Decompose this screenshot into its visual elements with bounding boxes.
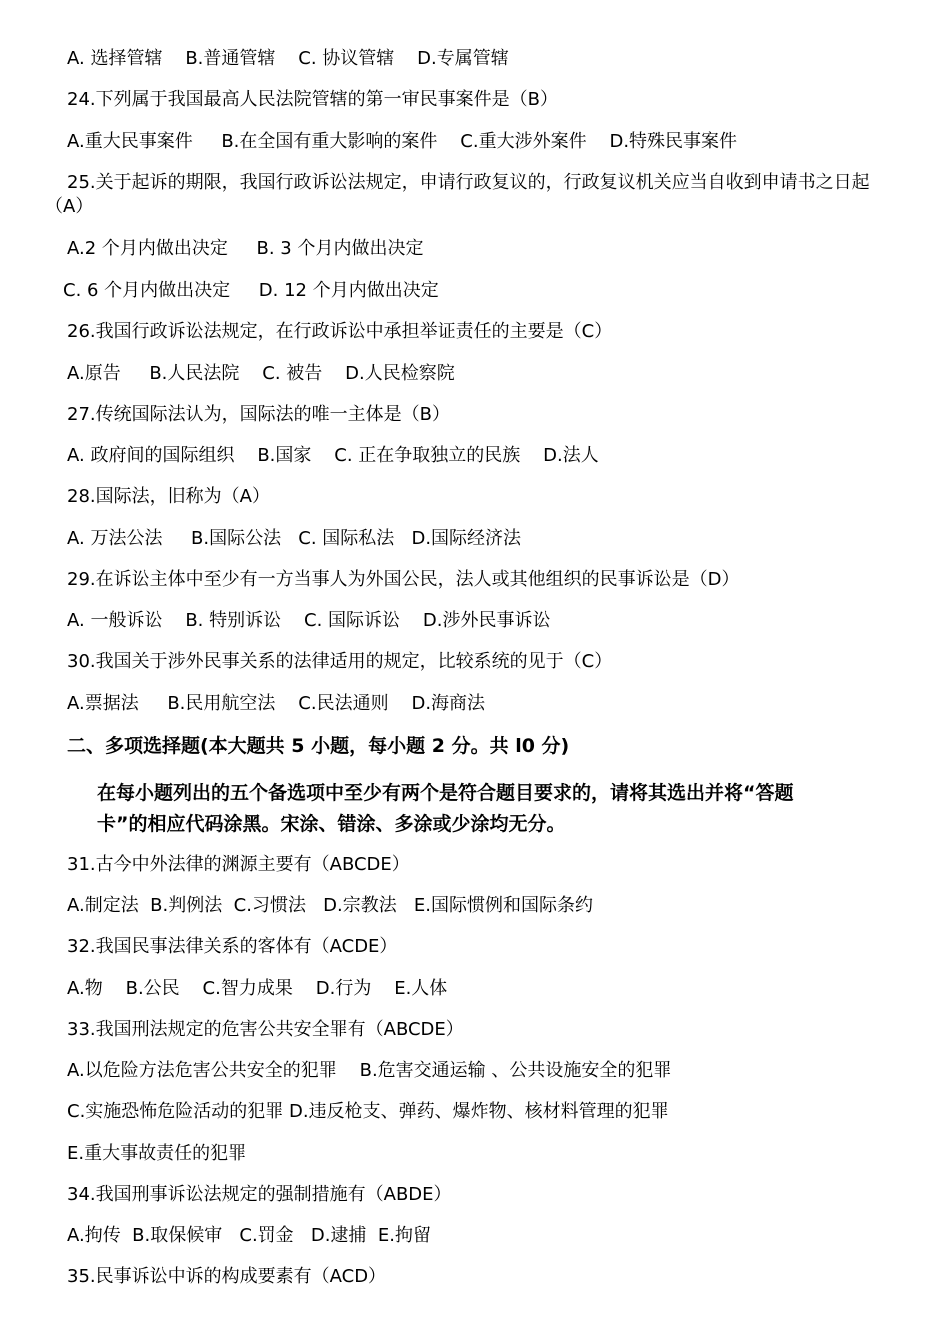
question-27: 27.传统国际法认为，国际法的唯一主体是（B） bbox=[67, 404, 450, 425]
options-q27: A. 政府间的国际组织 B.国家 C. 正在争取独立的民族 D.法人 bbox=[67, 445, 599, 466]
options-q29: A. 一般诉讼 B. 特别诉讼 C. 国际诉讼 D.涉外民事诉讼 bbox=[67, 610, 551, 631]
question-24: 24.下列属于我国最高人民法院管辖的第一审民事案件是（B） bbox=[67, 89, 558, 110]
question-30: 30.我国关于涉外民事关系的法律适用的规定，比较系统的见于（C） bbox=[67, 651, 613, 672]
question-25: 25.关于起诉的期限，我国行政诉讼法规定，申请行政复议的，行政复议机关应当自收到申请书之日起（A） bbox=[45, 172, 870, 217]
question-26: 26.我国行政诉讼法规定，在行政诉讼中承担举证责任的主要是（C） bbox=[67, 321, 613, 342]
options-q23: A. 选择管辖 B.普通管辖 C. 协议管辖 D.专属管辖 bbox=[67, 48, 509, 69]
instructions-line-1: 在每小题列出的五个备选项中至少有两个是符合题目要求的，请将其选出并将“答题 bbox=[97, 782, 794, 804]
section-instructions bbox=[45, 778, 907, 840]
question-35: 35.民事诉讼中诉的构成要素有（ACD） bbox=[67, 1266, 387, 1287]
options-q33-e: E.重大事故责任的犯罪 bbox=[67, 1143, 247, 1164]
question-29: 29.在诉讼主体中至少有一方当事人为外国公民，法人或其他组织的民事诉讼是（D） bbox=[67, 569, 740, 590]
options-q32: A.物 B.公民 C.智力成果 D.行为 E.人体 bbox=[67, 978, 448, 999]
options-q26: A.原告 B.人民法院 C. 被告 D.人民检察院 bbox=[67, 363, 455, 384]
question-34: 34.我国刑事诉讼法规定的强制措施有（ABDE） bbox=[67, 1184, 452, 1205]
options-q25-ab: A.2 个月内做出决定 B. 3 个月内做出决定 bbox=[67, 238, 424, 259]
section-heading: 二、多项选择题(本大题共 5 小题，每小题 2 分。共 l0 分) bbox=[67, 735, 570, 757]
options-q33-ab: A.以危险方法危害公共安全的犯罪 B.危害交通运输 、公共设施安全的犯罪 bbox=[67, 1060, 672, 1081]
options-q28: A. 万法公法 B.国际公法 C. 国际私法 D.国际经济法 bbox=[67, 528, 522, 549]
question-32: 32.我国民事法律关系的客体有（ACDE） bbox=[67, 936, 398, 957]
options-q33-cd: C.实施恐怖危险活动的犯罪 D.违反枪支、弹药、爆炸物、核材料管理的犯罪 bbox=[67, 1101, 669, 1122]
options-q31: A.制定法 B.判例法 C.习惯法 D.宗教法 E.国际惯例和国际条约 bbox=[67, 895, 593, 916]
options-q24: A.重大民事案件 B.在全国有重大影响的案件 C.重大涉外案件 D.特殊民事案件 bbox=[67, 131, 738, 152]
options-q34: A.拘传 B.取保候审 C.罚金 D.逮捕 E.拘留 bbox=[67, 1225, 431, 1246]
question-33: 33.我国刑法规定的危害公共安全罪有（ABCDE） bbox=[67, 1019, 464, 1040]
question-31: 31.古今中外法律的渊源主要有（ABCDE） bbox=[67, 854, 410, 875]
instructions-line-2: 卡”的相应代码涂黑。宋涂、错涂、多涂或少涂均无分。 bbox=[97, 813, 566, 835]
options-q25-cd: C. 6 个月内做出决定 D. 12 个月内做出决定 bbox=[63, 280, 439, 301]
options-q30: A.票据法 B.民用航空法 C.民法通则 D.海商法 bbox=[67, 693, 486, 714]
question-28: 28.国际法，旧称为（A） bbox=[67, 486, 270, 507]
